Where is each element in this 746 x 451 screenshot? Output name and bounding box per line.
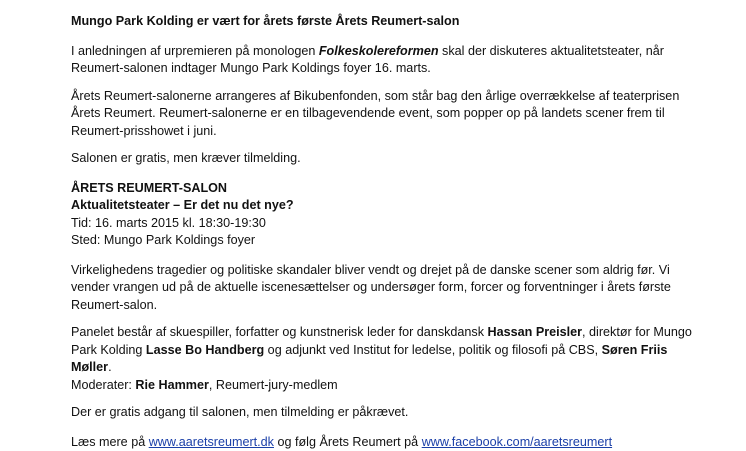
facebook-link[interactable]: www.facebook.com/aaretsreumert: [422, 435, 612, 449]
organizer-paragraph: Årets Reumert-salonerne arrangeres af Bikubenfonden, som står bag den årlige overrækkelse af teaterprisen Årets Reumert. Reumert-salonerne er en tilbagevendende event, som popper op på landets scener frem til Reumert-prisshowet i juni.: [71, 88, 711, 141]
event-place: Sted: Mungo Park Koldings foyer: [71, 232, 711, 250]
intro-paragraph: [71, 43, 711, 78]
footer-text-2: og følg Årets Reumert på: [274, 435, 422, 449]
play-title: Folkeskolereformen: [319, 44, 439, 58]
footer-text-1: Læs mere på: [71, 435, 149, 449]
registration-note: Salonen er gratis, men kræver tilmelding.: [71, 150, 711, 168]
panel-text-4: .: [108, 360, 112, 374]
panel-paragraph: [71, 324, 711, 377]
reumert-website-link[interactable]: www.aaretsreumert.dk: [149, 435, 274, 449]
moderator-name: Rie Hammer: [135, 378, 209, 392]
panelist-hassan-preisler: Hassan Preisler: [488, 325, 583, 339]
event-heading: ÅRETS REUMERT-SALON: [71, 180, 711, 198]
panelist-soren-friis-moller: Søren Friis Møller: [71, 343, 667, 375]
intro-text-after: skal der diskuteres aktualitetsteater, når Reumert-salonen indtager Mungo Park Koldings foyer 16. marts.: [71, 44, 664, 76]
moderator-role: , Reumert-jury-medlem: [209, 378, 338, 392]
moderator-line: [71, 377, 711, 395]
panelist-lasse-bo-handberg: Lasse Bo Handberg: [146, 343, 264, 357]
event-time: Tid: 16. marts 2015 kl. 18:30-19:30: [71, 215, 711, 233]
document-title: Mungo Park Kolding er vært for årets første Årets Reumert-salon: [71, 13, 711, 31]
admission-paragraph: Der er gratis adgang til salonen, men tilmelding er påkrævet.: [71, 404, 711, 422]
description-paragraph: Virkelighedens tragedier og politiske skandaler bliver vendt og drejet på de danske scener som aldrig før. Vi vender vrangen ud på de aktuelle iscenesættelser og undersøger form, forcer og forventninger i årets første Reumert-salon.: [71, 262, 711, 315]
panel-text-2: , direktør for Mungo Park Kolding: [71, 325, 692, 357]
moderator-label: Moderater:: [71, 378, 135, 392]
panel-text-3: og adjunkt ved Institut for ledelse, politik og filosofi på CBS,: [264, 343, 601, 357]
event-subheading: Aktualitetsteater – Er det nu det nye?: [71, 197, 711, 215]
footer-line: [71, 434, 711, 451]
document-page: [71, 13, 711, 451]
panel-text-1: Panelet består af skuespiller, forfatter og kunstnerisk leder for danskdansk: [71, 325, 488, 339]
intro-text-before: I anledningen af urpremieren på monologen: [71, 44, 319, 58]
